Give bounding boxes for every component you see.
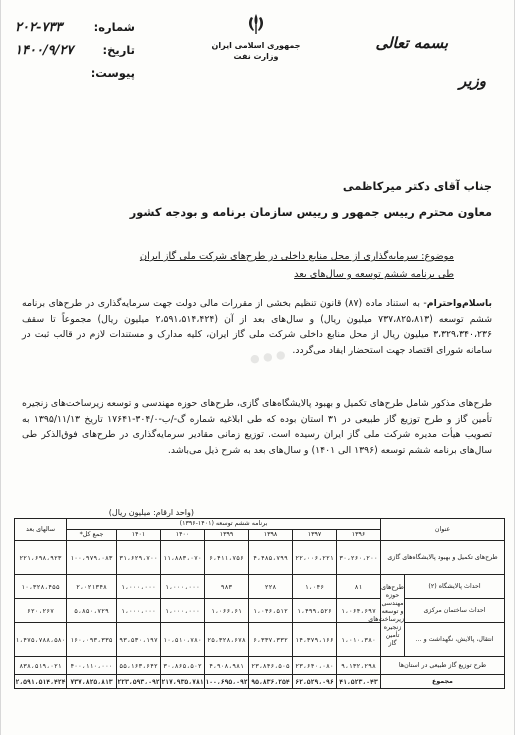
table-cell: ۹۳،۵۳۰،۱۹۷ [117,623,161,657]
table-cell: ۶۲۰،۲۶۷ [15,599,67,623]
table-cell: ۴۰۰،۱۱۰،۰۰۰ [67,657,117,675]
table-cell: ۹۸۳ [205,575,249,599]
total-header: جمع کل* [67,530,117,541]
table-cell: ۱،۰۱۰،۳۸۰ [337,623,381,657]
table-row [15,541,505,575]
table-cell: ۵۵،۱۶۳،۶۴۲ [117,657,161,675]
date-row [15,39,135,62]
table-cell: ۶۲،۵۲۹،۰۹۶ [293,675,337,689]
table-row [15,575,505,599]
subject [54,248,454,284]
table-cell: ۱۰،۳۲۸،۴۵۵ [15,575,67,599]
paragraph-1-text: - به استناد ماده (۸۷) قانون تنظیم بخشی از مقررات مالی دولت جهت سرمایه‌گذاری در طرح‌های برنامه ششم توسعه (۷۳۷،۸۲۵،۸۱۳ میلیون ریال) و سال‌های بعد از آن (۲،۵۹۱،۵۱۴،۴۲۴ میلیون ریال) مجموعاً تا سقف ۳،۳۲۹،۳۴۰،۲۳۶ میلیون ریال از محل منابع داخلی شرکت ملی گاز ایران، کلیه مدارک و مستندات لازم در قالب ثبت در سامانه شورای اقتصاد جهت استحضار ایفاد می‌گردد. [22,298,492,356]
table-cell: ۷۳۷،۸۲۵،۸۱۳ [67,675,117,689]
table-cell: ۱۴،۳۷۹،۱۶۶ [293,623,337,657]
number-row [15,16,135,39]
table-cell: ۹،۱۳۲،۲۹۸ [337,657,381,675]
row-label: احداث ساختمان مرکزی [405,599,505,623]
table-cell: ۲۱۷،۹۳۵،۷۸۱ [161,675,205,689]
letter-metadata [15,16,135,85]
table-cell: ۳۰،۲۶۰،۲۰۰ [337,541,381,575]
table-cell: ۶،۳۳۷،۳۳۲ [249,623,293,657]
table-cell: ۱،۰۰۰،۰۰۰ [117,599,161,623]
table-cell: ۵،۸۵۰،۷۲۹ [67,599,117,623]
row-label: طرح‌های تکمیل و بهبود پالایشگاه‌های گازی [381,541,505,575]
table-cell: ۲۲،۰۰۶،۲۲۱ [293,541,337,575]
subject-line-1: موضوع: سرمایه‌گذاری از محل منابع داخلی در طرح‌های شرکت ملی گاز ایران [139,251,454,262]
row-label: انتقال، پالایش، نگهداشت و ... [405,623,505,657]
table-cell: ۱،۰۴۶ [293,575,337,599]
table-cell: ۸۱ [337,575,381,599]
table-cell: ۹۵،۸۳۶،۲۵۴ [249,675,293,689]
row-label: طرح توزیع گاز طبیعی در استان‌ها [381,657,505,675]
table-cell: ۱،۴۷۵،۷۸۸،۵۸۰ [15,623,67,657]
table-cell: ۶،۴۱۱،۷۵۶ [205,541,249,575]
ministry-heading [201,40,311,62]
investment-table [14,518,505,689]
table-cell: ۱،۰۴۶،۵۱۲ [249,599,293,623]
row-label: احداث پالایشگاه (۲) [405,575,505,599]
letter-title: وزیر [459,72,486,90]
table-cell: ۱۱،۸۸۳،۰۷۰ [161,541,205,575]
table-cell: ۱۶۰،۰۹۳،۳۳۵ [67,623,117,657]
table-cell: ۱۰۰،۶۹۵،۰۹۲ [205,675,249,689]
table-cell: ۱۰،۵۱۰،۷۸۰ [161,623,205,657]
ministry-line-1: جمهوری اسلامی ایران [211,41,301,50]
table-cell: ۴،۹۰۸،۹۸۱ [205,657,249,675]
date-label: تاریخ: [102,43,135,57]
table-cell: ۲۲۱،۶۹۸،۹۲۳ [15,541,67,575]
subject-line-2: طی برنامه ششم توسعه و سال‌های بعد [294,269,454,280]
group-label: طرح‌های حوزه مهندسی و توسعه زیرساخت‌های زنجیره تأمین گاز [381,575,405,657]
year-header: ۱۴۰۰ [161,530,205,541]
table-cell: ۸۳۸،۵۱۹،۰۲۱ [15,657,67,675]
table-cell: ۱،۰۶۶،۶۱ [205,599,249,623]
basmala: بسمه تعالی [375,34,448,52]
table-cell: ۴،۴۸۵،۷۹۹ [249,541,293,575]
year-header: ۱۴۰۱ [117,530,161,541]
table-cell: ۲۲۳،۵۹۳،۰۹۲ [117,675,161,689]
table-cell: ۲۵،۳۲۸،۶۷۸ [205,623,249,657]
table-row [15,623,505,657]
body-paragraph-1 [22,296,492,358]
table-cell: ۲۳،۸۴۶،۵۰۵ [249,657,293,675]
after-header: سالهای بعد [15,519,67,541]
table-cell: ۲۳،۶۴۰،۰۸۰ [293,657,337,675]
watermark-stamp: ● ● ● [249,347,287,366]
table-cell: ۱۰۰،۹۷۹،۰۸۳ [67,541,117,575]
unit-note: (واحد ارقام: میلیون ریال) [108,508,194,517]
table-cell: ۲۲۸ [249,575,293,599]
col-title: عنوان [381,519,505,541]
table-cell: ۲،۰۲۱۳۴۸ [67,575,117,599]
date-value: ۱۴۰۰/۹/۲۷ [15,43,74,58]
number-label: شماره: [93,20,135,34]
table-cell: ۱،۰۰۰،۰۰۰ [161,575,205,599]
year-header: ۱۳۹۹ [205,530,249,541]
ministry-line-2: وزارت نفت [233,52,279,61]
number-value: ۲۰۲-۷۳۳ [15,20,63,35]
year-header: ۱۳۹۷ [293,530,337,541]
table-cell: ۳۰،۸۶۵،۵۰۲ [161,657,205,675]
addressee-name: جناب آقای دکتر میرکاظمی [342,180,492,193]
table-row [15,599,505,623]
table-cell: ۱،۰۰۰،۰۰۰ [117,575,161,599]
addressee-title: معاون محترم رییس جمهور و رییس سازمان برنامه و بودجه کشور [129,206,492,219]
table-cell: ۱،۰۶۴،۶۹۷ [337,599,381,623]
table-row-total [15,675,505,689]
attachment-label: پیوست: [90,66,135,80]
table-cell: ۴۱،۵۲۳،۰۴۳ [337,675,381,689]
attachment-row [15,62,135,85]
year-header: ۱۳۹۶ [337,530,381,541]
year-header: ۱۳۹۸ [249,530,293,541]
row-label: مجموع [381,675,505,689]
body-paragraph-2: طرح‌های مذکور شامل طرح‌های تکمیل و بهبود پالایشگاه‌های گازی، طرح‌های حوزه مهندسی و توسعه زیرساخت‌های زنجیره تأمین گاز و طرح توزیع گاز طبیعی در ۳۱ استان بوده که طی ابلاغیه شماره گ-/ب-۳۰۴/۰-۱۷۶۴۱ تاریخ ۱۳۹۵/۱۱/۱۳ به تصویب هیأت مدیره شرکت ملی گاز ایران رسیده است. توزیع زمانی مقادیر سرمایه‌گذاری در طرح‌های فوق‌الذکر طی سال‌های برنامه ششم توسعه (۱۳۹۶ الی ۱۴۰۱) و سال‌های بعد به شرح ذیل می‌باشد. [22,398,492,456]
table-cell: ۱،۰۰۰،۰۰۰ [161,599,205,623]
greeting: باسلام‌واحترام [426,298,492,309]
table-cell: ۱،۴۹۹،۵۲۶ [293,599,337,623]
table-cell: ۲،۵۹۱،۵۱۴،۴۲۴ [15,675,67,689]
iran-emblem-icon [245,12,267,36]
program-header: برنامه ششم توسعه (۱۴۰۱-۱۳۹۶) [67,519,381,530]
table-cell: ۳۱،۶۲۹،۷۰۰ [117,541,161,575]
table-row [15,657,505,675]
